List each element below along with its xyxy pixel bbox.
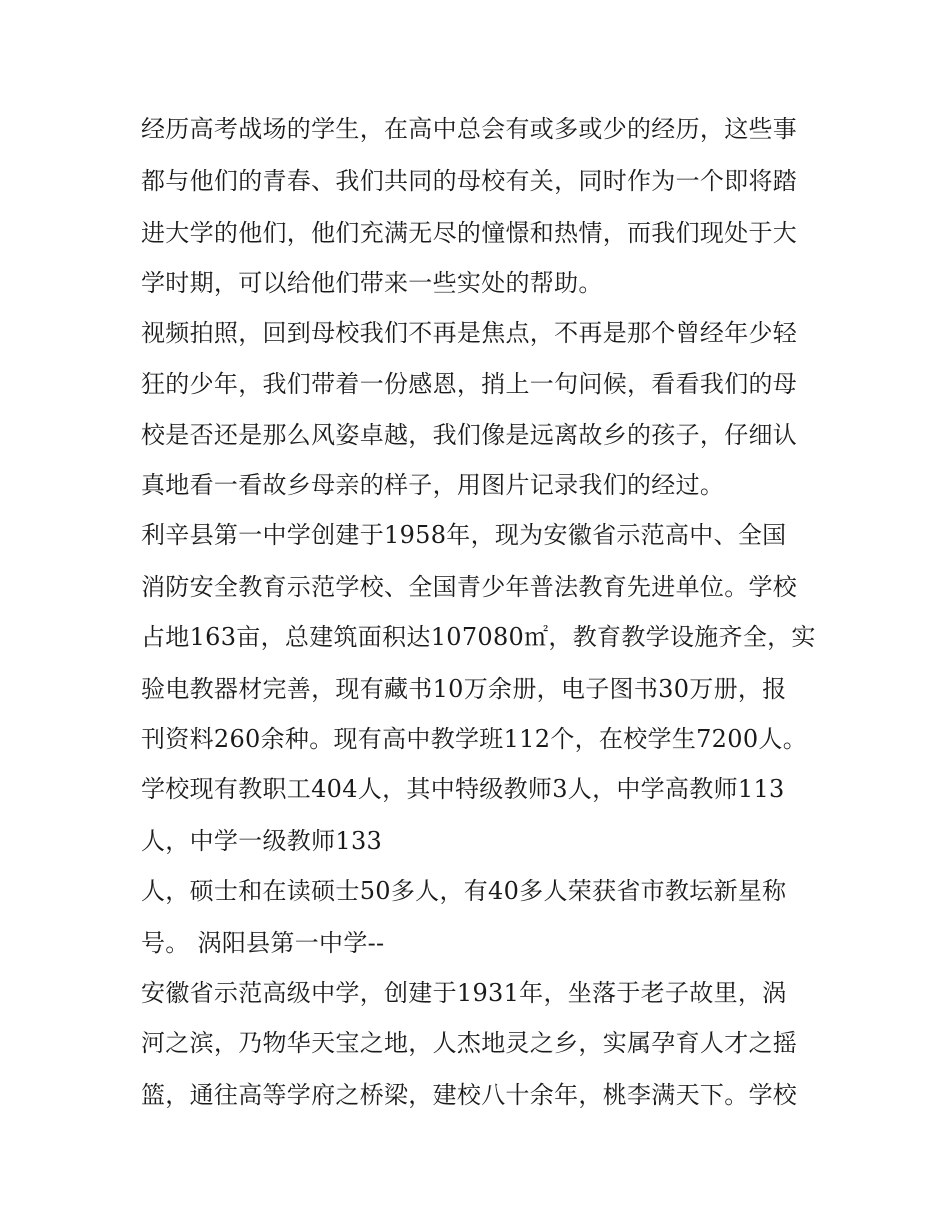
text-line: 狂的少年，我们带着一份感恩，捎上一句问候，看看我们的母 [141,370,798,398]
text-line: 校是否还是那么风姿卓越，我们像是远离故乡的孩子，仔细认 [141,421,798,449]
text-line: 人，中学一级教师133 [141,827,383,855]
text-line: 学校现有教职工404人，其中特级教师3人，中学高教师113 [141,775,785,803]
text-line: 进大学的他们，他们充满无尽的憧憬和热情，而我们现处于大 [141,219,798,247]
text-line: 经历高考战场的学生，在高中总会有或多或少的经历，这些事 [141,115,798,143]
text-line: 学时期，可以给他们带来一些实处的帮助。 [141,269,603,297]
text-line: 占地163亩，总建筑面积达107080㎡，教育教学设施齐全，实 [141,623,816,651]
text-line: 都与他们的青春、我们共同的母校有关，同时作为一个即将踏 [141,167,798,195]
text-line: 视频拍照，回到母校我们不再是焦点，不再是那个曾经年少轻 [141,319,798,347]
text-line: 篮，通往高等学府之桥梁，建校八十余年，桃李满天下。学校 [141,1081,798,1109]
text-line: 人，硕士和在读硕士50多人，有40多人荣获省市教坛新星称 [141,877,787,905]
text-line: 安徽省示范高级中学，创建于1931年，坐落于老子故里，涡 [141,979,787,1007]
text-line: 利辛县第一中学创建于1958年，现为安徽省示范高中、全国 [141,521,787,549]
text-line: 验电教器材完善，现有藏书10万余册，电子图书30万册，报 [141,675,787,703]
text-line: 刊资料260余种。现有高中教学班112个，在校学生7200人。 [141,725,807,753]
text-line: 真地看一看故乡母亲的样子，用图片记录我们的经过。 [141,471,725,499]
text-line: 消防安全教育示范学校、全国青少年普法教育先进单位。学校 [141,573,798,601]
text-line: 河之滨，乃物华天宝之地，人杰地灵之乡，实属孕育人才之摇 [141,1029,798,1057]
text-line: 号。 涡阳县第一中学-- [141,929,385,957]
